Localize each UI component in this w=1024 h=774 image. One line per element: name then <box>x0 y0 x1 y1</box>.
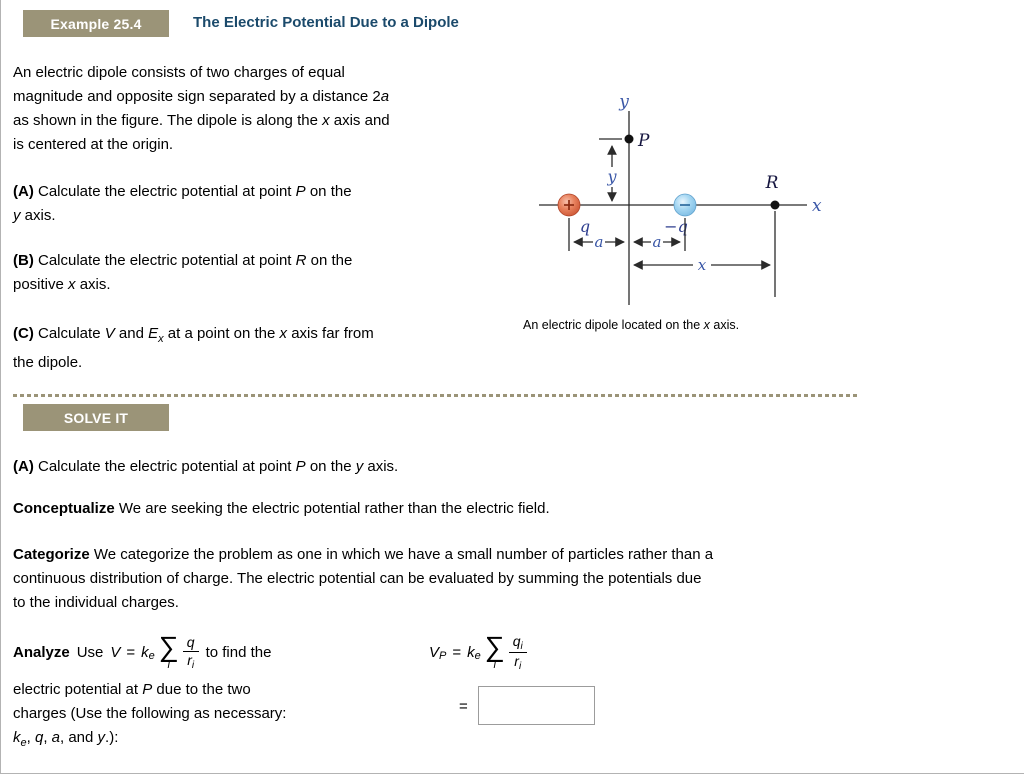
var-V: V <box>104 325 115 342</box>
part-c-text: at a point on the <box>163 325 280 342</box>
var-y: y <box>13 207 21 224</box>
part-a-label: (A) <box>13 458 34 475</box>
intro-text: magnitude and opposite sign separated by a distance 2 <box>13 88 381 105</box>
part-c-text: and <box>114 325 149 342</box>
solve-part-a-text: Calculate the electric potential at point <box>33 458 296 475</box>
example-number-badge <box>23 10 169 37</box>
sigma-glyph: ∑ <box>484 630 505 662</box>
solve-it-label: SOLVE IT <box>63 409 129 426</box>
dipole-figure <box>506 85 861 315</box>
part-a-text: Calculate the electric potential at point <box>33 183 296 200</box>
charge-neg-q-label: −q <box>664 217 688 236</box>
categorize-text: We categorize the problem as one in which we have a small number of particles rather than a <box>89 546 714 563</box>
point-p-dot <box>625 135 634 144</box>
var-x: x <box>703 318 710 332</box>
var-V-sub-P: P <box>439 650 447 662</box>
var-V: V <box>110 643 121 661</box>
fraction-qi-over-ri <box>509 634 527 671</box>
var-x: x <box>68 276 76 293</box>
summation-symbol <box>158 630 179 671</box>
conceptualize-paragraph <box>13 497 550 521</box>
fraction-denominator <box>514 653 521 671</box>
var-a: a <box>380 88 390 105</box>
var-y: y <box>97 729 106 746</box>
summation-symbol <box>484 630 505 671</box>
sigma-glyph: ∑ <box>158 630 179 662</box>
intro-text: axis and <box>329 112 390 129</box>
y-dim-label: y <box>607 167 617 186</box>
x-dim-label: x <box>697 256 707 274</box>
charge-q-label: q <box>579 217 591 236</box>
point-p-label: P <box>638 131 650 151</box>
analyze-text: , and <box>60 729 98 746</box>
part-b-text: on the <box>306 252 353 269</box>
solve-part-a-text: on the <box>305 458 356 475</box>
categorize-lead: Categorize <box>13 546 90 563</box>
problem-part-c <box>13 320 374 376</box>
var-x: x <box>279 325 288 342</box>
sigma-index: i <box>493 658 496 671</box>
point-r-label: R <box>765 173 779 193</box>
problem-intro <box>13 61 390 157</box>
part-c-label: (C) <box>13 325 34 342</box>
equals-sign: = <box>126 643 136 661</box>
var-k: k <box>13 729 21 746</box>
var-r-sub-i: i <box>518 660 522 672</box>
var-P: P <box>295 458 306 475</box>
var-r-sub-i: i <box>191 659 195 671</box>
var-k: k <box>467 643 475 661</box>
analyze-text: , <box>26 729 35 746</box>
equals-sign: = <box>452 643 462 661</box>
y-axis-label: y <box>619 92 629 112</box>
part-c-text: axis far from <box>287 325 374 342</box>
intro-text: as shown in the figure. The dipole is along the <box>13 112 323 129</box>
part-a-text: axis. <box>20 207 56 224</box>
var-q: q <box>512 632 521 649</box>
analyze-line-4 <box>13 729 119 749</box>
fraction-numerator: q <box>183 635 199 652</box>
conceptualize-lead: Conceptualize <box>13 500 115 517</box>
var-k-sub-e: e <box>474 650 481 662</box>
var-P: P <box>295 183 306 200</box>
categorize-text: to the individual charges. <box>13 594 179 611</box>
part-a-text: on the <box>305 183 352 200</box>
fraction-q-over-ri <box>183 635 199 670</box>
page-title: The Electric Potential Due to a Dipole <box>193 14 459 31</box>
var-E: E <box>148 325 159 342</box>
analyze-text: due to the two <box>152 681 251 698</box>
analyze-line-1 <box>13 630 271 674</box>
intro-text: An electric dipole consists of two charges of equal <box>13 64 345 81</box>
var-a: a <box>51 729 60 746</box>
caption-text: axis. <box>709 318 740 332</box>
answer-input[interactable] <box>478 686 595 725</box>
problem-part-b <box>13 249 352 297</box>
var-x: x <box>322 112 330 129</box>
fraction-numerator <box>509 634 527 653</box>
var-y: y <box>355 458 364 475</box>
part-b-text: positive <box>13 276 69 293</box>
solve-part-a <box>13 455 398 479</box>
var-E-sub-x: x <box>158 333 164 345</box>
analyze-line-3 <box>13 705 286 722</box>
part-c-text: Calculate <box>33 325 105 342</box>
problem-part-a <box>13 180 352 228</box>
dotted-divider <box>13 394 859 397</box>
analyze-text: , <box>43 729 52 746</box>
fraction-denominator <box>187 652 194 670</box>
a-left-label: a <box>594 233 604 251</box>
figure-caption <box>523 318 739 332</box>
var-R: R <box>295 252 307 269</box>
analyze-line-2 <box>13 681 251 698</box>
caption-text: An electric dipole located on the <box>523 318 704 332</box>
intro-text: is centered at the origin. <box>13 136 174 153</box>
var-q-sub-i: i <box>520 640 523 652</box>
solve-part-a-text: axis. <box>363 458 399 475</box>
var-k-sub-e: e <box>148 650 155 662</box>
part-b-text: axis. <box>75 276 111 293</box>
part-b-text: Calculate the electric potential at point <box>33 252 296 269</box>
answer-equals-sign: = <box>459 698 468 715</box>
var-P: P <box>142 681 153 698</box>
analyze-text: charges (Use the following as necessary: <box>13 705 287 722</box>
categorize-paragraph <box>13 543 713 615</box>
var-r: r <box>187 651 192 668</box>
analyze-text: Use <box>76 643 104 661</box>
part-c-text: the dipole. <box>13 354 83 371</box>
vp-formula <box>429 630 527 674</box>
var-k: k <box>141 643 149 661</box>
analyze-text: electric potential at <box>13 681 143 698</box>
analyze-lead: Analyze <box>13 643 70 661</box>
var-k-sub-e: e <box>20 737 27 749</box>
part-b-label: (B) <box>13 252 34 269</box>
solve-it-badge <box>23 404 169 431</box>
categorize-text: continuous distribution of charge. The electric potential can be evaluated by summing the potentials due <box>13 570 702 587</box>
var-r: r <box>514 652 519 669</box>
example-number-label: Example 25.4 <box>50 15 142 32</box>
a-right-label: a <box>652 233 662 251</box>
var-V: V <box>429 643 440 661</box>
var-q: q <box>34 729 44 746</box>
analyze-text: to find the <box>205 643 272 661</box>
point-r-dot <box>771 201 780 210</box>
analyze-text: .): <box>105 729 119 746</box>
part-a-label: (A) <box>13 183 34 200</box>
x-axis-label: x <box>812 196 822 216</box>
conceptualize-text: We are seeking the electric potential rather than the electric field. <box>114 500 550 517</box>
sigma-index: i <box>167 658 170 671</box>
